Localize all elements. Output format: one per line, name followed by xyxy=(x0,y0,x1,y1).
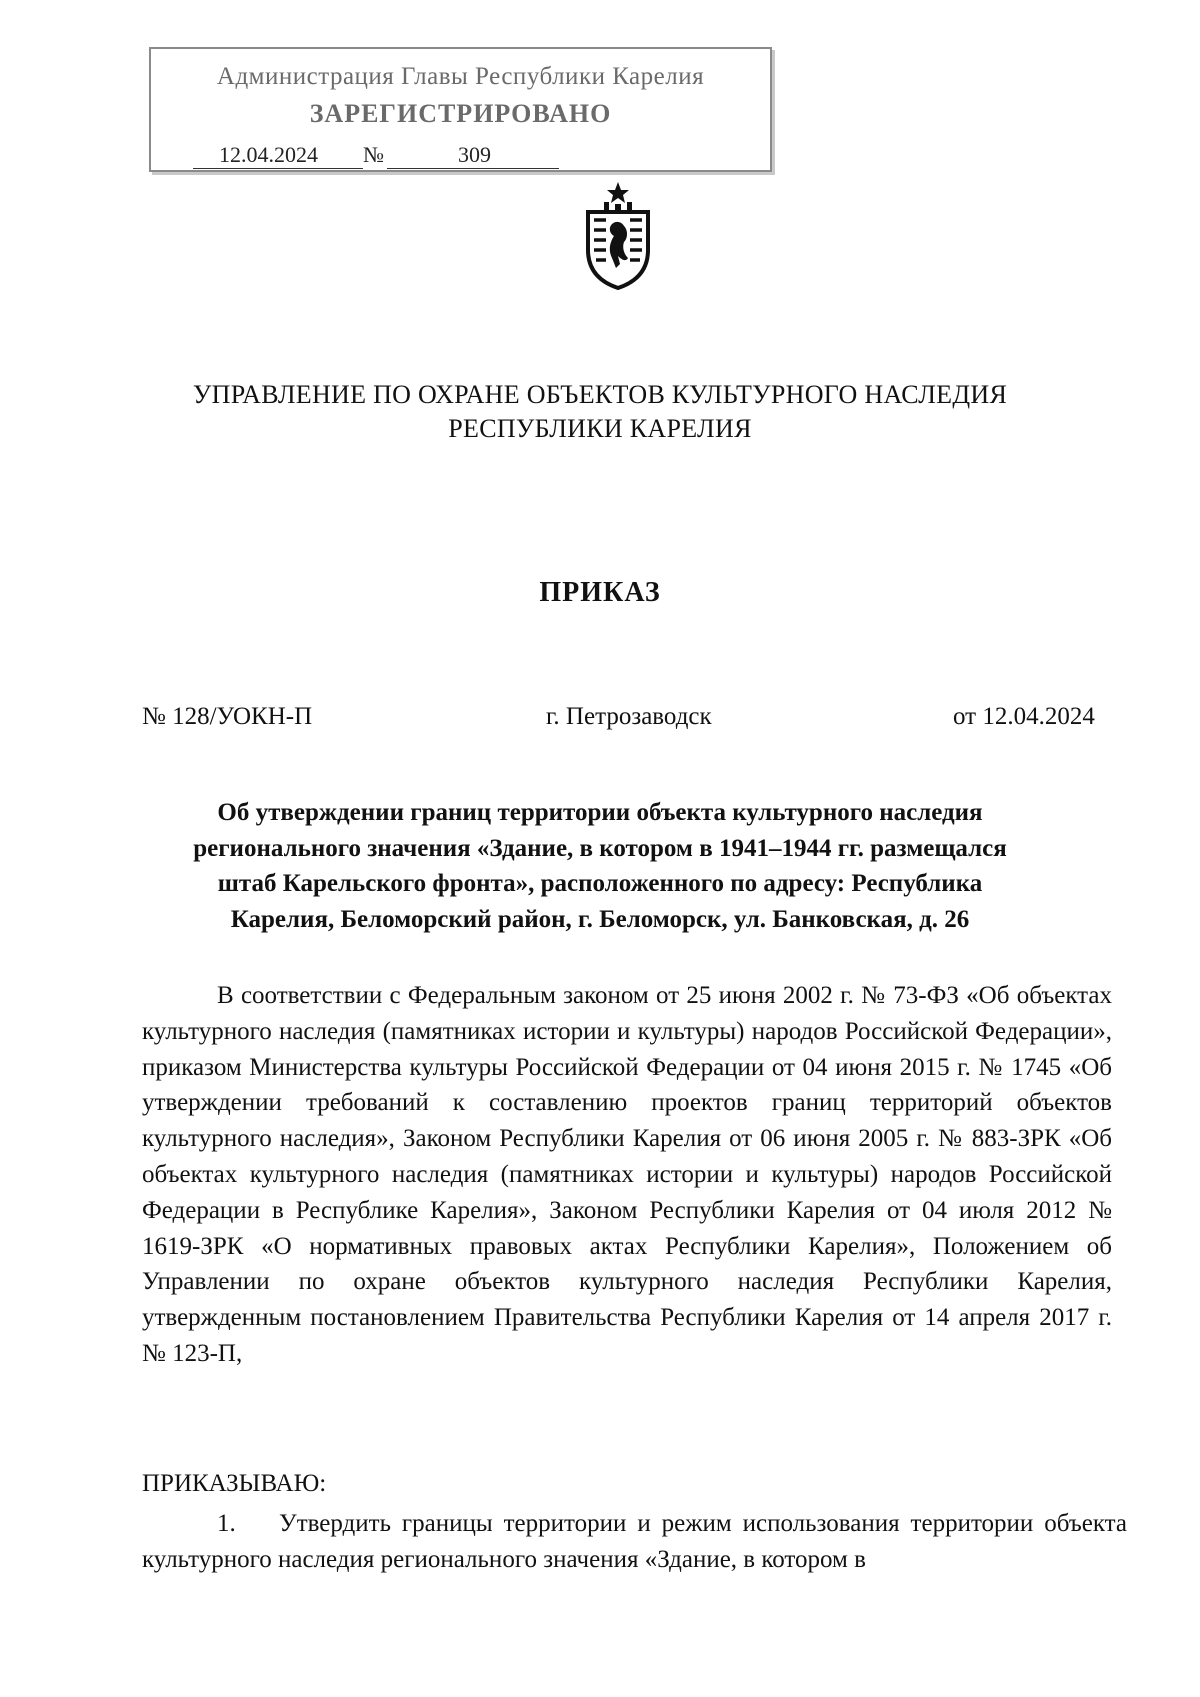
preamble xyxy=(142,978,1112,1372)
order-place: г. Петрозаводск xyxy=(546,703,712,730)
order-date: от 12.04.2024 xyxy=(953,703,1095,730)
organization-line-2: РЕСПУБЛИКИ КАРЕЛИЯ xyxy=(448,414,752,443)
order-item-text: Утвердить границы территории и режим использования территории объекта культурного наследия регионального значения «Здание, в котором в xyxy=(142,1510,1127,1573)
coat-of-arms-icon xyxy=(582,180,654,290)
order-number: № 128/УОКН-П xyxy=(142,703,313,730)
stamp-number-label: № xyxy=(363,142,384,167)
subject-line: регионального значения «Здание, в котором в 1941–1944 гг. размещался xyxy=(193,834,1007,862)
document-type: ПРИКАЗ xyxy=(539,577,661,608)
subject-line: Карелия, Беломорский район, г. Беломорск, ул. Банковская, д. 26 xyxy=(230,905,970,933)
organization-line-1: УПРАВЛЕНИЕ ПО ОХРАНЕ ОБЪЕКТОВ КУЛЬТУРНОГО НАСЛЕДИЯ xyxy=(192,380,1008,409)
stamp-number: 309 xyxy=(458,142,491,167)
registration-stamp xyxy=(149,47,772,172)
stamp-date: 12.04.2024 xyxy=(219,142,318,167)
order-item xyxy=(142,1506,1127,1578)
order-verb: ПРИКАЗЫВАЮ: xyxy=(142,1470,327,1497)
stamp-date-underline xyxy=(193,168,351,169)
stamp-gap-underline xyxy=(351,168,363,169)
order-item-number: 1. xyxy=(217,1510,236,1537)
order-subject xyxy=(130,795,1070,937)
stamp-number-underline xyxy=(387,168,559,169)
preamble-text: В соответствии с Федеральным законом от 25 июня 2002 г. № 73-ФЗ «Об объектах культурного наследия (памятниках истории и культуры) народов Российской Федерации», приказом Министерства культуры Российской Федерации от 04 июня 2015 г. № 1745 «Об утверждении требований к составлению проектов границ территорий объектов культурного наследия», Законом Республики Карелия от 06 июня 2005 г. № 883-ЗРК «Об объектах культурного наследия (памятниках истории и культуры) народов Российской Федерации в Республике Карелия», Законом Республики Карелия от 04 июля 2012 № 1619-ЗРК «О нормативных правовых актах Республики Карелия», Положением об Управлении по охране объектов культурного наследия Республики Карелия, утвержденным постановлением Правительства Республики Карелия от 14 апреля 2017 г. № 123-П, xyxy=(142,982,1112,1367)
stamp-organization: Администрация Главы Республики Карелия xyxy=(216,63,705,90)
subject-line: штаб Карельского фронта», расположенного по адресу: Республика xyxy=(217,870,983,897)
stamp-status: ЗАРЕГИСТРИРОВАНО xyxy=(309,99,612,128)
organization-header xyxy=(100,378,1100,446)
subject-line: Об утверждении границ территории объекта культурного наследия xyxy=(217,799,983,826)
